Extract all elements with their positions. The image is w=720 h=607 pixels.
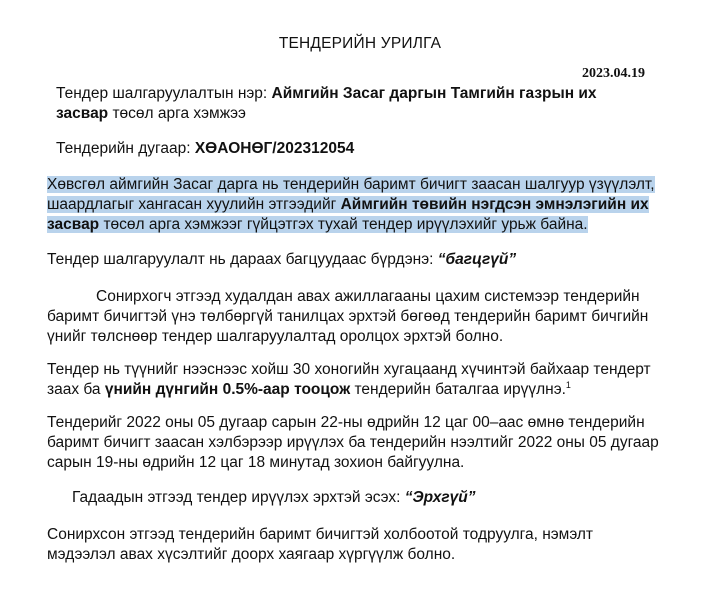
tender-name-value-line2: засвар — [56, 105, 109, 122]
invitation-project-name-2: засвар — [47, 216, 100, 233]
lots-text: Тендер шалгаруулалт нь дараах багцуудаас бүрдэнэ: — [47, 251, 438, 268]
document-date: 2023.04.19 — [582, 66, 645, 81]
tender-number-value: ХӨАОНӨГ/202312054 — [194, 140, 355, 157]
invitation-project-name-1: Аймгийн төвийн нэгдсэн эмнэлэгийн их — [340, 196, 649, 213]
contact-line2: мэдээлэл авах хүсэлтийг доорх хаягаар хүргүүлж болно. — [47, 546, 456, 563]
foreign-value: “Эрхгүй” — [404, 489, 476, 506]
invitation-text-1: Хөвсгөл аймгийн Засаг дарга нь тендерийн баримт бичигт заасан шалгуур үзүүлэлт, — [47, 176, 655, 193]
deadline-line3: сарын 19-ны өдрийн 12 цаг 18 минутад зохион байгуулна. — [47, 454, 465, 471]
lots-value: “багцгүй” — [437, 251, 517, 268]
interest-line3: үнийг төлснөөр тендер шалгаруулалтад оролцох эрхтэй болно. — [47, 328, 504, 345]
tender-name-label: Тендер шалгаруулалтын нэр: — [56, 85, 272, 102]
invitation-line2 — [47, 195, 649, 215]
interest-line2: баримт бичигтэй үнэ төлбөргүй танилцах эрхтэй бөгөөд тендерийн баримт бичгийн — [47, 308, 649, 325]
validity-guarantee-rate: үнийн дүнгийн 0.5%-аар тооцож — [104, 381, 351, 398]
foreign-line — [72, 488, 476, 508]
tender-name-line2 — [56, 104, 246, 124]
footnote-marker: 1 — [565, 379, 571, 390]
deadline-line2: баримт бичигт заасан хэлбэрээр ирүүлэх ба тендерийн нээлтийг 2022 оны 05 дугаар — [47, 434, 659, 451]
invitation-text-2: шаардлагыг хангасан хуулийн этгээдийг — [47, 196, 341, 213]
deadline-line1: Тендерийг 2022 оны 05 дугаар сарын 22-ны өдрийн 12 цаг 00–аас өмнө тендерийн — [47, 414, 645, 431]
tender-name-line1 — [56, 84, 597, 104]
validity-line2 — [47, 380, 571, 400]
invitation-line3 — [47, 215, 588, 235]
document-title: ТЕНДЕРИЙН УРИЛГА — [278, 35, 442, 52]
lots-line — [47, 250, 516, 270]
invitation-line1 — [47, 175, 655, 195]
validity-line1: Тендер нь түүнийг нээснээс хойш 30 хоногийн хугацаанд хүчинтэй байхаар тендерт — [47, 361, 651, 378]
invitation-text-3: төсөл арга хэмжээг гүйцэтгэх тухай тендер ирүүлэхийг урьж байна. — [99, 216, 588, 233]
interest-line1: Сонирхогч этгээд худалдан авах ажиллагааны цахим системээр тендерийн — [96, 288, 640, 305]
tender-name-method: төсөл арга хэмжээ — [108, 105, 246, 122]
contact-line1: Сонирхсон этгээд тендерийн баримт бичигтэй холбоотой тодруулга, нэмэлт — [47, 526, 594, 543]
foreign-text: Гадаадын этгээд тендер ирүүлэх эрхтэй эсэх: — [72, 489, 405, 506]
tender-number-line — [56, 139, 354, 159]
validity-text-pre: заах ба — [47, 381, 105, 398]
tender-number-label: Тендерийн дугаар: — [56, 140, 195, 157]
validity-text-post: тендерийн баталгаа ирүүлнэ. — [350, 381, 566, 398]
tender-name-value-line1: Аймгийн Засаг даргын Тамгийн газрын их — [271, 85, 597, 102]
